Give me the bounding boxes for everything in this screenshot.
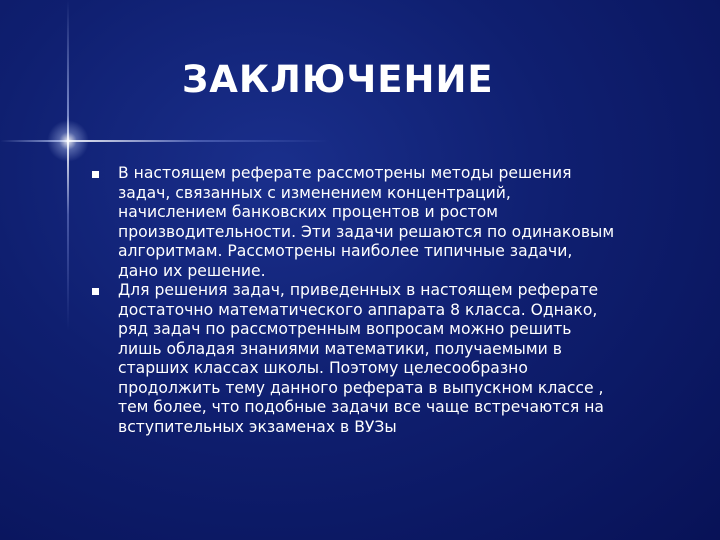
bullet-2-line-6: продолжить тему данного реферата в выпускном классе , xyxy=(118,378,604,397)
bullet-1-line-1: В настоящем реферате рассмотрены методы решения xyxy=(118,164,572,182)
bullet-1-line-3: начислением банковских процентов и ростом xyxy=(118,203,499,221)
bullet-2-line-8: вступительных экзаменах в ВУЗы xyxy=(118,417,397,436)
bullet-2-line-1: Для решения задач, приведенных в настоящем реферате xyxy=(118,281,599,299)
bullet-list xyxy=(92,164,692,437)
square-bullet-icon xyxy=(92,288,99,295)
square-bullet-icon xyxy=(92,171,99,178)
bullet-item-2 xyxy=(92,281,692,437)
bullet-1-line-2: задач, связанных с изменением концентраций, xyxy=(118,183,511,202)
bullet-2-line-2: достаточно математического аппарата 8 класса. Однако, xyxy=(118,300,598,319)
bullet-2-line-5: старших классах школы. Поэтому целесообразно xyxy=(118,359,528,377)
bullet-2-line-3: ряд задач по рассмотренным вопросам можно решить xyxy=(118,320,572,338)
bullet-1-line-4: производительности. Эти задачи решаются по одинаковым xyxy=(118,222,615,241)
bullet-1-line-5: алгоритмам. Рассмотрены наиболее типичные задачи, xyxy=(118,242,573,260)
lens-flare-glow xyxy=(47,120,89,162)
bullet-1-line-6: дано их решение. xyxy=(118,261,266,280)
slide-title: ЗАКЛЮЧЕНИЕ xyxy=(182,58,494,101)
bullet-item-1 xyxy=(92,164,692,281)
lens-flare-vertical xyxy=(67,0,69,330)
bullet-2-line-7: тем более, что подобные задачи все чаще встречаются на xyxy=(118,398,604,416)
bullet-2-line-4: лишь обладая знаниями математики, получаемыми в xyxy=(118,339,562,358)
